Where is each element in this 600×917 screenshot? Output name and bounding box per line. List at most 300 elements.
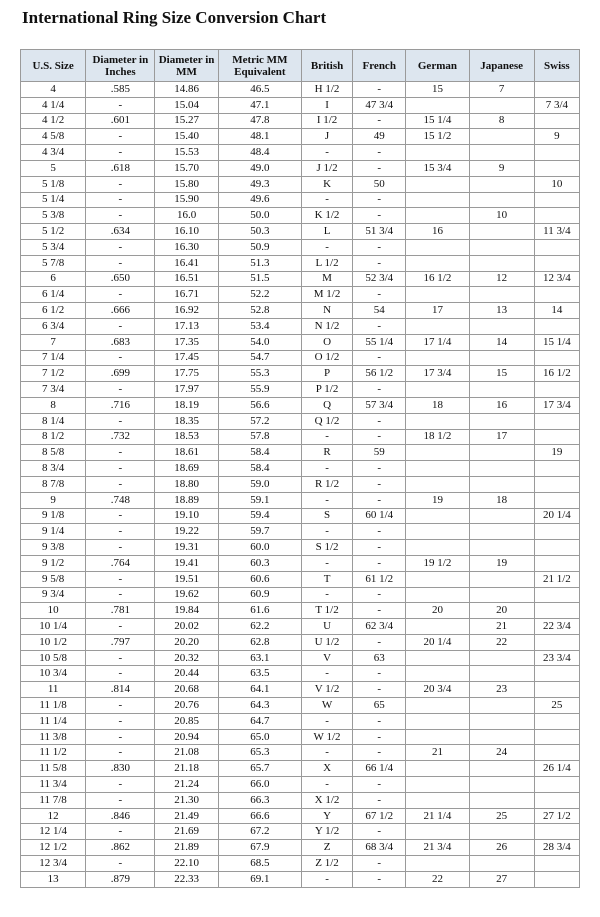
cell-col-metric-mm: 62.8 bbox=[219, 635, 301, 650]
cell-col-diameter-inches: - bbox=[86, 414, 154, 429]
cell-col-german bbox=[406, 208, 468, 223]
cell-col-french: - bbox=[353, 477, 405, 492]
cell-col-french: - bbox=[353, 682, 405, 697]
cell-col-swiss: 15 1/4 bbox=[535, 335, 579, 350]
cell-col-us-size: 12 1/4 bbox=[21, 824, 85, 839]
cell-col-metric-mm: 50.9 bbox=[219, 240, 301, 255]
cell-col-swiss: 16 1/2 bbox=[535, 366, 579, 381]
cell-col-diameter-inches: - bbox=[86, 177, 154, 192]
cell-col-japanese bbox=[470, 572, 534, 587]
cell-col-swiss: 14 bbox=[535, 303, 579, 318]
cell-col-swiss bbox=[535, 161, 579, 176]
cell-col-french: - bbox=[353, 856, 405, 871]
cell-col-japanese bbox=[470, 351, 534, 366]
cell-col-metric-mm: 69.1 bbox=[219, 872, 301, 887]
cell-col-swiss: 9 bbox=[535, 129, 579, 144]
table-body bbox=[21, 82, 579, 887]
cell-col-british: U 1/2 bbox=[302, 635, 352, 650]
cell-col-swiss: 26 1/4 bbox=[535, 761, 579, 776]
cell-col-french: 63 bbox=[353, 651, 405, 666]
cell-col-british: W 1/2 bbox=[302, 730, 352, 745]
cell-col-diameter-inches: - bbox=[86, 730, 154, 745]
cell-col-british: - bbox=[302, 777, 352, 792]
cell-col-us-size: 5 3/8 bbox=[21, 208, 85, 223]
cell-col-swiss bbox=[535, 414, 579, 429]
cell-col-british: - bbox=[302, 461, 352, 476]
cell-col-diameter-inches: - bbox=[86, 98, 154, 113]
cell-col-diameter-mm: 21.18 bbox=[155, 761, 217, 776]
cell-col-metric-mm: 48.4 bbox=[219, 145, 301, 160]
cell-col-french: - bbox=[353, 319, 405, 334]
cell-col-us-size: 4 bbox=[21, 82, 85, 97]
cell-col-diameter-inches: - bbox=[86, 540, 154, 555]
cell-col-diameter-mm: 16.0 bbox=[155, 208, 217, 223]
cell-col-us-size: 5 3/4 bbox=[21, 240, 85, 255]
cell-col-japanese bbox=[470, 319, 534, 334]
table-row bbox=[21, 651, 579, 666]
cell-col-diameter-mm: 21.69 bbox=[155, 824, 217, 839]
cell-col-british: M bbox=[302, 272, 352, 287]
cell-col-french: - bbox=[353, 556, 405, 571]
cell-col-british: - bbox=[302, 193, 352, 208]
cell-col-german: 19 bbox=[406, 493, 468, 508]
header-col-us-size: U.S. Size bbox=[21, 50, 85, 81]
cell-col-british: - bbox=[302, 666, 352, 681]
cell-col-swiss: 12 3/4 bbox=[535, 272, 579, 287]
cell-col-japanese bbox=[470, 588, 534, 603]
cell-col-us-size: 6 1/4 bbox=[21, 287, 85, 302]
cell-col-us-size: 7 3/4 bbox=[21, 382, 85, 397]
cell-col-japanese bbox=[470, 509, 534, 524]
cell-col-swiss bbox=[535, 145, 579, 160]
cell-col-japanese bbox=[470, 698, 534, 713]
cell-col-japanese: 27 bbox=[470, 872, 534, 887]
cell-col-swiss bbox=[535, 287, 579, 302]
cell-col-diameter-mm: 20.32 bbox=[155, 651, 217, 666]
header-col-japanese: Japanese bbox=[470, 50, 534, 81]
cell-col-us-size: 9 5/8 bbox=[21, 572, 85, 587]
cell-col-german: 17 1/4 bbox=[406, 335, 468, 350]
cell-col-metric-mm: 54.7 bbox=[219, 351, 301, 366]
cell-col-french: - bbox=[353, 872, 405, 887]
cell-col-metric-mm: 51.3 bbox=[219, 256, 301, 271]
table-row bbox=[21, 777, 579, 792]
cell-col-diameter-inches: .797 bbox=[86, 635, 154, 650]
cell-col-german bbox=[406, 588, 468, 603]
cell-col-japanese bbox=[470, 256, 534, 271]
cell-col-us-size: 11 5/8 bbox=[21, 761, 85, 776]
cell-col-us-size: 8 7/8 bbox=[21, 477, 85, 492]
page-title: International Ring Size Conversion Chart bbox=[22, 8, 327, 27]
cell-col-japanese bbox=[470, 287, 534, 302]
cell-col-diameter-mm: 16.71 bbox=[155, 287, 217, 302]
cell-col-swiss: 20 1/4 bbox=[535, 509, 579, 524]
cell-col-japanese bbox=[470, 129, 534, 144]
cell-col-diameter-mm: 20.02 bbox=[155, 619, 217, 634]
cell-col-german bbox=[406, 382, 468, 397]
cell-col-us-size: 13 bbox=[21, 872, 85, 887]
cell-col-german bbox=[406, 461, 468, 476]
cell-col-british: V 1/2 bbox=[302, 682, 352, 697]
cell-col-japanese bbox=[470, 524, 534, 539]
cell-col-us-size: 12 bbox=[21, 809, 85, 824]
cell-col-diameter-inches: - bbox=[86, 208, 154, 223]
cell-col-british: L bbox=[302, 224, 352, 239]
cell-col-diameter-mm: 18.53 bbox=[155, 430, 217, 445]
cell-col-japanese: 7 bbox=[470, 82, 534, 97]
cell-col-diameter-mm: 18.19 bbox=[155, 398, 217, 413]
cell-col-diameter-mm: 17.97 bbox=[155, 382, 217, 397]
cell-col-us-size: 5 1/8 bbox=[21, 177, 85, 192]
cell-col-us-size: 10 bbox=[21, 603, 85, 618]
cell-col-german bbox=[406, 509, 468, 524]
cell-col-diameter-mm: 19.51 bbox=[155, 572, 217, 587]
table-row bbox=[21, 730, 579, 745]
cell-col-metric-mm: 64.7 bbox=[219, 714, 301, 729]
cell-col-us-size: 11 7/8 bbox=[21, 793, 85, 808]
table-row bbox=[21, 635, 579, 650]
cell-col-diameter-mm: 18.61 bbox=[155, 445, 217, 460]
cell-col-diameter-mm: 20.76 bbox=[155, 698, 217, 713]
cell-col-swiss: 23 3/4 bbox=[535, 651, 579, 666]
cell-col-metric-mm: 57.2 bbox=[219, 414, 301, 429]
cell-col-diameter-mm: 19.22 bbox=[155, 524, 217, 539]
cell-col-swiss bbox=[535, 793, 579, 808]
cell-col-german bbox=[406, 256, 468, 271]
cell-col-diameter-inches: - bbox=[86, 509, 154, 524]
cell-col-french: - bbox=[353, 635, 405, 650]
cell-col-japanese: 19 bbox=[470, 556, 534, 571]
cell-col-diameter-mm: 20.94 bbox=[155, 730, 217, 745]
cell-col-us-size: 12 1/2 bbox=[21, 840, 85, 855]
cell-col-japanese bbox=[470, 382, 534, 397]
cell-col-diameter-mm: 21.89 bbox=[155, 840, 217, 855]
cell-col-metric-mm: 60.9 bbox=[219, 588, 301, 603]
cell-col-swiss bbox=[535, 714, 579, 729]
cell-col-diameter-mm: 18.35 bbox=[155, 414, 217, 429]
cell-col-us-size: 9 1/8 bbox=[21, 509, 85, 524]
cell-col-us-size: 5 1/4 bbox=[21, 193, 85, 208]
cell-col-french: - bbox=[353, 603, 405, 618]
cell-col-metric-mm: 49.6 bbox=[219, 193, 301, 208]
cell-col-swiss bbox=[535, 114, 579, 129]
table-row bbox=[21, 98, 579, 113]
cell-col-british: Y bbox=[302, 809, 352, 824]
cell-col-british: K 1/2 bbox=[302, 208, 352, 223]
cell-col-diameter-inches: .650 bbox=[86, 272, 154, 287]
cell-col-us-size: 4 3/4 bbox=[21, 145, 85, 160]
cell-col-swiss bbox=[535, 351, 579, 366]
cell-col-us-size: 11 3/8 bbox=[21, 730, 85, 745]
cell-col-french: 57 3/4 bbox=[353, 398, 405, 413]
cell-col-metric-mm: 54.0 bbox=[219, 335, 301, 350]
cell-col-swiss bbox=[535, 461, 579, 476]
cell-col-diameter-inches: - bbox=[86, 698, 154, 713]
cell-col-german bbox=[406, 445, 468, 460]
table-row bbox=[21, 824, 579, 839]
table-row bbox=[21, 129, 579, 144]
cell-col-us-size: 6 bbox=[21, 272, 85, 287]
cell-col-british: - bbox=[302, 493, 352, 508]
cell-col-diameter-mm: 21.08 bbox=[155, 745, 217, 760]
cell-col-metric-mm: 47.8 bbox=[219, 114, 301, 129]
table-row bbox=[21, 272, 579, 287]
table-row bbox=[21, 524, 579, 539]
header-col-french: French bbox=[353, 50, 405, 81]
cell-col-japanese: 23 bbox=[470, 682, 534, 697]
cell-col-french: - bbox=[353, 793, 405, 808]
cell-col-diameter-mm: 20.68 bbox=[155, 682, 217, 697]
cell-col-swiss bbox=[535, 208, 579, 223]
cell-col-diameter-inches: .666 bbox=[86, 303, 154, 318]
cell-col-french: - bbox=[353, 145, 405, 160]
cell-col-french: - bbox=[353, 208, 405, 223]
cell-col-us-size: 9 1/4 bbox=[21, 524, 85, 539]
cell-col-british: Q 1/2 bbox=[302, 414, 352, 429]
cell-col-german: 17 bbox=[406, 303, 468, 318]
cell-col-metric-mm: 63.1 bbox=[219, 651, 301, 666]
cell-col-british: I bbox=[302, 98, 352, 113]
cell-col-french: - bbox=[353, 745, 405, 760]
cell-col-diameter-inches: - bbox=[86, 856, 154, 871]
cell-col-diameter-mm: 21.30 bbox=[155, 793, 217, 808]
cell-col-french: - bbox=[353, 524, 405, 539]
cell-col-british: - bbox=[302, 714, 352, 729]
cell-col-french: - bbox=[353, 588, 405, 603]
cell-col-metric-mm: 53.4 bbox=[219, 319, 301, 334]
cell-col-us-size: 8 1/4 bbox=[21, 414, 85, 429]
cell-col-german: 15 3/4 bbox=[406, 161, 468, 176]
table-row bbox=[21, 193, 579, 208]
cell-col-japanese: 15 bbox=[470, 366, 534, 381]
cell-col-diameter-mm: 19.62 bbox=[155, 588, 217, 603]
cell-col-diameter-inches: - bbox=[86, 193, 154, 208]
header-col-german: German bbox=[406, 50, 468, 81]
cell-col-swiss: 17 3/4 bbox=[535, 398, 579, 413]
cell-col-french: 52 3/4 bbox=[353, 272, 405, 287]
cell-col-german bbox=[406, 145, 468, 160]
cell-col-metric-mm: 59.0 bbox=[219, 477, 301, 492]
cell-col-japanese bbox=[470, 856, 534, 871]
cell-col-diameter-mm: 19.31 bbox=[155, 540, 217, 555]
cell-col-french: - bbox=[353, 161, 405, 176]
cell-col-german: 20 3/4 bbox=[406, 682, 468, 697]
cell-col-french: - bbox=[353, 666, 405, 681]
header-col-diameter-mm: Diameter in MM bbox=[155, 50, 217, 81]
cell-col-japanese bbox=[470, 98, 534, 113]
cell-col-swiss: 28 3/4 bbox=[535, 840, 579, 855]
cell-col-metric-mm: 58.4 bbox=[219, 445, 301, 460]
cell-col-german: 21 1/4 bbox=[406, 809, 468, 824]
cell-col-german: 15 bbox=[406, 82, 468, 97]
cell-col-diameter-inches: - bbox=[86, 666, 154, 681]
cell-col-japanese bbox=[470, 477, 534, 492]
cell-col-french: 49 bbox=[353, 129, 405, 144]
cell-col-japanese bbox=[470, 793, 534, 808]
cell-col-japanese: 18 bbox=[470, 493, 534, 508]
cell-col-metric-mm: 62.2 bbox=[219, 619, 301, 634]
cell-col-german bbox=[406, 524, 468, 539]
table-row bbox=[21, 82, 579, 97]
table-row bbox=[21, 809, 579, 824]
cell-col-diameter-inches: .862 bbox=[86, 840, 154, 855]
cell-col-japanese bbox=[470, 177, 534, 192]
cell-col-diameter-mm: 15.53 bbox=[155, 145, 217, 160]
cell-col-metric-mm: 66.6 bbox=[219, 809, 301, 824]
cell-col-french: 50 bbox=[353, 177, 405, 192]
cell-col-french: 59 bbox=[353, 445, 405, 460]
cell-col-metric-mm: 50.3 bbox=[219, 224, 301, 239]
cell-col-diameter-inches: .814 bbox=[86, 682, 154, 697]
header-col-diameter-inches: Diameter in Inches bbox=[86, 50, 154, 81]
cell-col-japanese bbox=[470, 714, 534, 729]
cell-col-french: - bbox=[353, 430, 405, 445]
cell-col-german bbox=[406, 477, 468, 492]
cell-col-us-size: 9 1/2 bbox=[21, 556, 85, 571]
cell-col-swiss bbox=[535, 540, 579, 555]
cell-col-german bbox=[406, 761, 468, 776]
cell-col-german bbox=[406, 651, 468, 666]
cell-col-british: J bbox=[302, 129, 352, 144]
cell-col-us-size: 9 3/8 bbox=[21, 540, 85, 555]
cell-col-us-size: 6 3/4 bbox=[21, 319, 85, 334]
cell-col-us-size: 5 7/8 bbox=[21, 256, 85, 271]
cell-col-german bbox=[406, 98, 468, 113]
cell-col-british: O 1/2 bbox=[302, 351, 352, 366]
cell-col-metric-mm: 65.0 bbox=[219, 730, 301, 745]
cell-col-japanese bbox=[470, 224, 534, 239]
cell-col-japanese bbox=[470, 824, 534, 839]
cell-col-british: - bbox=[302, 556, 352, 571]
cell-col-french: - bbox=[353, 414, 405, 429]
cell-col-diameter-inches: - bbox=[86, 745, 154, 760]
cell-col-us-size: 8 1/2 bbox=[21, 430, 85, 445]
cell-col-japanese: 17 bbox=[470, 430, 534, 445]
cell-col-metric-mm: 64.3 bbox=[219, 698, 301, 713]
cell-col-german bbox=[406, 319, 468, 334]
cell-col-diameter-mm: 15.40 bbox=[155, 129, 217, 144]
table-row bbox=[21, 177, 579, 192]
table-row bbox=[21, 493, 579, 508]
cell-col-diameter-inches: .781 bbox=[86, 603, 154, 618]
cell-col-japanese: 14 bbox=[470, 335, 534, 350]
cell-col-us-size: 11 3/4 bbox=[21, 777, 85, 792]
cell-col-diameter-inches: - bbox=[86, 524, 154, 539]
cell-col-diameter-mm: 16.51 bbox=[155, 272, 217, 287]
cell-col-metric-mm: 67.2 bbox=[219, 824, 301, 839]
table-row bbox=[21, 224, 579, 239]
cell-col-japanese: 9 bbox=[470, 161, 534, 176]
cell-col-french: - bbox=[353, 730, 405, 745]
cell-col-swiss: 25 bbox=[535, 698, 579, 713]
cell-col-japanese: 10 bbox=[470, 208, 534, 223]
table-row bbox=[21, 856, 579, 871]
cell-col-metric-mm: 52.2 bbox=[219, 287, 301, 302]
cell-col-german bbox=[406, 666, 468, 681]
cell-col-british: N bbox=[302, 303, 352, 318]
cell-col-german bbox=[406, 619, 468, 634]
cell-col-japanese: 26 bbox=[470, 840, 534, 855]
cell-col-metric-mm: 52.8 bbox=[219, 303, 301, 318]
cell-col-british: P 1/2 bbox=[302, 382, 352, 397]
cell-col-diameter-mm: 16.92 bbox=[155, 303, 217, 318]
cell-col-metric-mm: 61.6 bbox=[219, 603, 301, 618]
cell-col-diameter-mm: 22.33 bbox=[155, 872, 217, 887]
cell-col-diameter-inches: - bbox=[86, 824, 154, 839]
cell-col-french: 67 1/2 bbox=[353, 809, 405, 824]
cell-col-japanese: 20 bbox=[470, 603, 534, 618]
cell-col-french: - bbox=[353, 256, 405, 271]
cell-col-diameter-mm: 20.85 bbox=[155, 714, 217, 729]
cell-col-swiss bbox=[535, 524, 579, 539]
cell-col-japanese bbox=[470, 761, 534, 776]
cell-col-german bbox=[406, 414, 468, 429]
cell-col-metric-mm: 57.8 bbox=[219, 430, 301, 445]
cell-col-diameter-inches: .699 bbox=[86, 366, 154, 381]
cell-col-metric-mm: 55.3 bbox=[219, 366, 301, 381]
table-row bbox=[21, 445, 579, 460]
cell-col-metric-mm: 66.0 bbox=[219, 777, 301, 792]
cell-col-japanese: 16 bbox=[470, 398, 534, 413]
cell-col-metric-mm: 65.3 bbox=[219, 745, 301, 760]
cell-col-japanese: 21 bbox=[470, 619, 534, 634]
cell-col-french: 62 3/4 bbox=[353, 619, 405, 634]
cell-col-german: 17 3/4 bbox=[406, 366, 468, 381]
cell-col-swiss bbox=[535, 603, 579, 618]
cell-col-japanese bbox=[470, 730, 534, 745]
cell-col-diameter-inches: - bbox=[86, 619, 154, 634]
cell-col-us-size: 12 3/4 bbox=[21, 856, 85, 871]
cell-col-diameter-inches: .748 bbox=[86, 493, 154, 508]
cell-col-japanese: 13 bbox=[470, 303, 534, 318]
cell-col-metric-mm: 55.9 bbox=[219, 382, 301, 397]
table-row bbox=[21, 477, 579, 492]
cell-col-diameter-inches: .601 bbox=[86, 114, 154, 129]
cell-col-metric-mm: 49.3 bbox=[219, 177, 301, 192]
cell-col-french: - bbox=[353, 193, 405, 208]
cell-col-metric-mm: 68.5 bbox=[219, 856, 301, 871]
cell-col-french: 65 bbox=[353, 698, 405, 713]
cell-col-us-size: 5 bbox=[21, 161, 85, 176]
cell-col-diameter-mm: 20.20 bbox=[155, 635, 217, 650]
cell-col-french: 47 3/4 bbox=[353, 98, 405, 113]
cell-col-diameter-mm: 21.24 bbox=[155, 777, 217, 792]
cell-col-diameter-inches: - bbox=[86, 145, 154, 160]
cell-col-french: 66 1/4 bbox=[353, 761, 405, 776]
cell-col-british: Q bbox=[302, 398, 352, 413]
cell-col-german bbox=[406, 730, 468, 745]
cell-col-diameter-mm: 15.27 bbox=[155, 114, 217, 129]
table-row bbox=[21, 761, 579, 776]
cell-col-german bbox=[406, 572, 468, 587]
cell-col-british: X 1/2 bbox=[302, 793, 352, 808]
cell-col-diameter-inches: - bbox=[86, 572, 154, 587]
cell-col-diameter-inches: - bbox=[86, 588, 154, 603]
table-row bbox=[21, 319, 579, 334]
cell-col-german bbox=[406, 856, 468, 871]
cell-col-diameter-inches: - bbox=[86, 287, 154, 302]
cell-col-swiss bbox=[535, 240, 579, 255]
cell-col-diameter-mm: 16.10 bbox=[155, 224, 217, 239]
cell-col-diameter-mm: 17.13 bbox=[155, 319, 217, 334]
cell-col-french: - bbox=[353, 82, 405, 97]
cell-col-german: 19 1/2 bbox=[406, 556, 468, 571]
cell-col-us-size: 9 bbox=[21, 493, 85, 508]
cell-col-german: 20 1/4 bbox=[406, 635, 468, 650]
cell-col-british: R 1/2 bbox=[302, 477, 352, 492]
cell-col-british: P bbox=[302, 366, 352, 381]
cell-col-swiss bbox=[535, 635, 579, 650]
